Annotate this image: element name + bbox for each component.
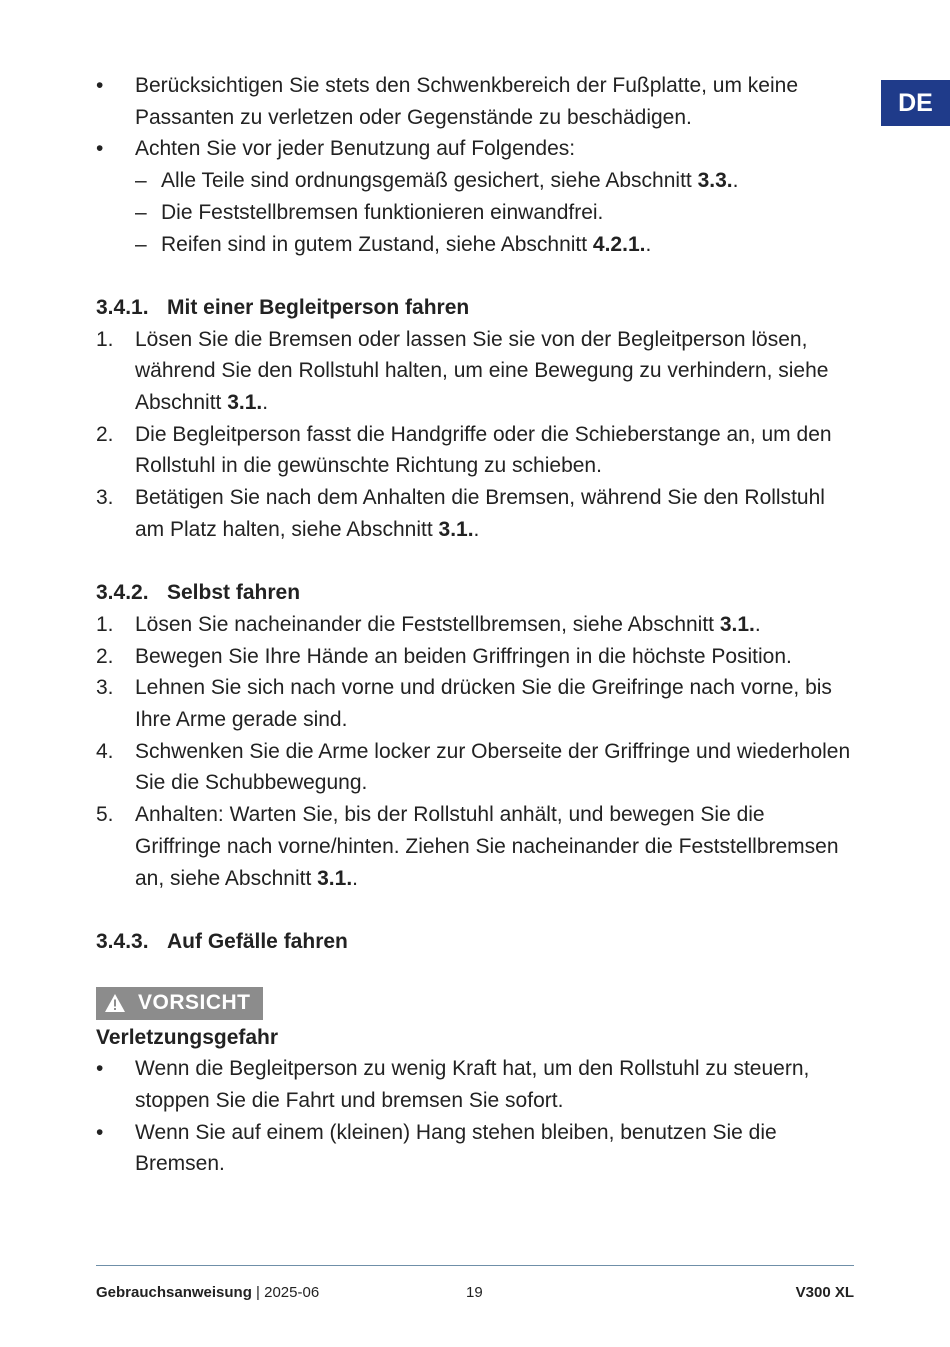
check-item: – Alle Teile sind ordnungsgemäß gesichert, siehe Abschnitt 3.3.. xyxy=(135,169,739,193)
section-reference: 3.1. xyxy=(719,612,755,636)
section-reference: 3.1. xyxy=(227,391,263,415)
section-heading: 3.4.3. Auf Gefälle fahren xyxy=(96,929,348,953)
bullet-item: • Wenn Sie auf einem (kleinen) Hang stehen bleiben, benutzen Sie die Bremsen. xyxy=(96,1120,777,1176)
hazard-title: Verletzungsgefahr xyxy=(96,1025,279,1049)
section-heading: 3.4.2. Selbst fahren xyxy=(96,581,301,605)
section-reference: 3.1. xyxy=(317,866,353,890)
section-reference: 3.1. xyxy=(438,517,474,541)
page-number: 19 xyxy=(466,1284,483,1301)
caution-badge xyxy=(96,987,263,1020)
warning-triangle-icon xyxy=(104,993,126,1013)
bullet-item: • Achten Sie vor jeder Benutzung auf Folgendes: xyxy=(96,137,576,161)
step-item: 5. Anhalten: Warten Sie, bis der Rollstuhl anhält, und bewegen Sie die Griffringe nach vorne/hinten. Ziehen Sie nacheinander die Feststellbremsen an, siehe Abschnitt 3.1.. xyxy=(96,803,839,890)
section-reference: 3.3. xyxy=(697,169,733,193)
step-item: 2. Die Begleitperson fasst die Handgriffe oder die Schieberstange an, um den Rollstuhl in die gewünschte Richtung zu schieben. xyxy=(96,422,832,478)
step-item: 4. Schwenken Sie die Arme locker zur Oberseite der Griffringe und wiederholen Sie die Schubbewegung. xyxy=(96,739,851,795)
footer-divider xyxy=(96,1265,854,1266)
language-tab: DE xyxy=(881,80,950,126)
step-item: 1. Lösen Sie nacheinander die Feststellbremsen, siehe Abschnitt 3.1.. xyxy=(96,612,761,636)
footer-model: V300 XL xyxy=(795,1284,854,1301)
check-item: – Die Feststellbremsen funktionieren einwandfrei. xyxy=(135,200,604,224)
section-heading: 3.4.1. Mit einer Begleitperson fahren xyxy=(96,295,470,319)
step-item: 2. Bewegen Sie Ihre Hände an beiden Griffringen in die höchste Position. xyxy=(96,644,792,668)
check-item: – Reifen sind in gutem Zustand, siehe Abschnitt 4.2.1.. xyxy=(135,232,652,256)
section-reference: 4.2.1. xyxy=(592,232,646,256)
footer-document-info: Gebrauchsanweisung | 2025-06 xyxy=(96,1284,320,1301)
caution-label: VORSICHT xyxy=(138,991,251,1015)
step-item: 1. Lösen Sie die Bremsen oder lassen Sie sie von der Begleitperson lösen, während Sie den Rollstuhl halten, um eine Bewegung zu verhindern, siehe Abschnitt 3.1.. xyxy=(96,327,829,415)
page-content xyxy=(96,70,856,1180)
step-item: 3. Lehnen Sie sich nach vorne und drücken Sie die Greifringe nach vorne, bis Ihre Arme gerade sind. xyxy=(96,676,832,732)
bullet-item: • Berücksichtigen Sie stets den Schwenkbereich der Fußplatte, um keine Passanten zu verletzen oder Gegenstände zu beschädigen. xyxy=(96,74,799,129)
bullet-item: • Wenn die Begleitperson zu wenig Kraft hat, um den Rollstuhl zu steuern, stoppen Sie die Fahrt und bremsen Sie sofort. xyxy=(96,1057,810,1113)
step-item: 3. Betätigen Sie nach dem Anhalten die Bremsen, während Sie den Rollstuhl am Platz halten, siehe Abschnitt 3.1.. xyxy=(96,486,825,541)
